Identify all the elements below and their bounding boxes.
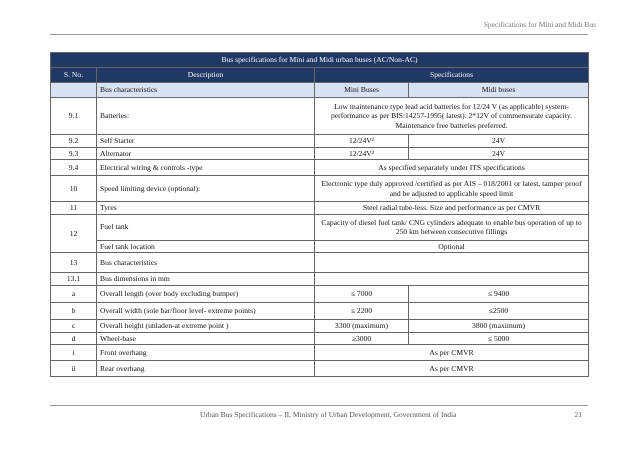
table-row [51,319,589,332]
table-row [51,345,589,361]
row-spec [315,273,589,286]
sub-desc: Bus characteristics [97,83,315,98]
row-mini: ≤ 7000 [315,285,409,302]
table-title: Bus specifications for Mini and Midi urban buses (AC/Non-AC) [51,53,589,68]
row-sno: 11 [51,202,97,215]
row-sno: 13 [51,253,97,273]
footer-divider [50,405,588,406]
row-desc: Alternator [97,147,315,160]
row-midi: ≤ 9400 [409,285,589,302]
row-desc: Overall height (unladen-at extreme point ) [97,319,315,332]
row-mini: 12/24V² [315,147,409,160]
row-midi: 3800 (maximum) [409,319,589,332]
row-sno: 10 [51,176,97,202]
sub-mini: Mini Buses [315,83,409,98]
header-title: Specifications for Mini and Midi Bus [483,20,596,29]
table-row [51,202,589,215]
row-sno: 9.3 [51,147,97,160]
row-desc: Overall length (over body excluding bumper) [97,285,315,302]
sub-midi: Midi buses [409,83,589,98]
table-row [51,135,589,148]
row-mini: 12/24V² [315,135,409,148]
row-sno: ii [51,361,97,377]
table-row [51,302,589,319]
row-spec: As specified separately under ITS specifications [315,160,589,176]
row-desc: Self Starter [97,135,315,148]
row-mini: ≥3000 [315,332,409,345]
footer-text: Urban Bus Specifications – II, Ministry of Urban Development, Government of India [200,410,457,419]
row-desc: Electrical wiring & controls -type [97,160,315,176]
row-desc: Bus dimensions in mm [97,273,315,286]
row-midi: 24V [409,135,589,148]
header-divider [50,34,588,35]
table-row [51,253,589,273]
row-spec: Optional [315,240,589,253]
table-row [51,147,589,160]
row-sno: i [51,345,97,361]
table-row [51,176,589,202]
table-row [51,273,589,286]
row-desc: Speed limiting device (optional): [97,176,315,202]
row-desc: Fuel tank location [97,240,315,253]
row-spec: As per CMVR [315,361,589,377]
row-desc: Front overhang [97,345,315,361]
spec-table [50,52,589,377]
row-spec: As per CMVR [315,345,589,361]
table-title-row [51,53,589,68]
row-sno: c [51,319,97,332]
table-row [51,214,589,240]
col-sno: S. No. [51,68,97,83]
row-sno: b [51,302,97,319]
row-desc: Tyres [97,202,315,215]
row-spec: Capacity of diesel fuel tank/ CNG cylinders adequate to enable bus operation of up to 250 km between consecutive fillings [315,214,589,240]
page-number: 21 [574,410,582,419]
row-sno: d [51,332,97,345]
row-desc: Rear overhang [97,361,315,377]
row-spec: Low maintenance type lead acid batteries for 12/24 V (as applicable) system- performance as per BIS:14257-1995( latest). 2*12V of commensurate capacity. Maintenance free batteries preferred. [315,98,589,135]
row-sno: 9.1 [51,98,97,135]
row-sno: 9.4 [51,160,97,176]
row-midi: ≤2500 [409,302,589,319]
row-sno: 12 [51,214,97,253]
row-midi: ≤ 5000 [409,332,589,345]
row-midi: 24V [409,147,589,160]
table-row [51,285,589,302]
table-row [51,361,589,377]
row-desc: Wheel-base [97,332,315,345]
row-spec [315,253,589,273]
table-row [51,240,589,253]
table-row [51,98,589,135]
row-sno: 9.2 [51,135,97,148]
row-spec: Electronic type duly approved /certified as per AIS – 018/2001 or latest, tamper proof and be adjusted to applicable speed limit [315,176,589,202]
row-mini: ≤ 2200 [315,302,409,319]
row-sno: 13.1 [51,273,97,286]
table-subheader-row [51,83,589,98]
row-mini: 3300 (maximum) [315,319,409,332]
table-header-row [51,68,589,83]
row-desc: Fuel tank [97,214,315,240]
table-row [51,332,589,345]
sub-blank [51,83,97,98]
row-spec: Steel radial tube-less. Size and performance as per CMVR [315,202,589,215]
col-description: Description [97,68,315,83]
col-specifications: Specifications [315,68,589,83]
row-desc: Overall width (sole bar/floor level- extreme points) [97,302,315,319]
table-row [51,160,589,176]
row-desc: Batteries: [97,98,315,135]
row-desc: Bus characteristics [97,253,315,273]
row-sno: a [51,285,97,302]
